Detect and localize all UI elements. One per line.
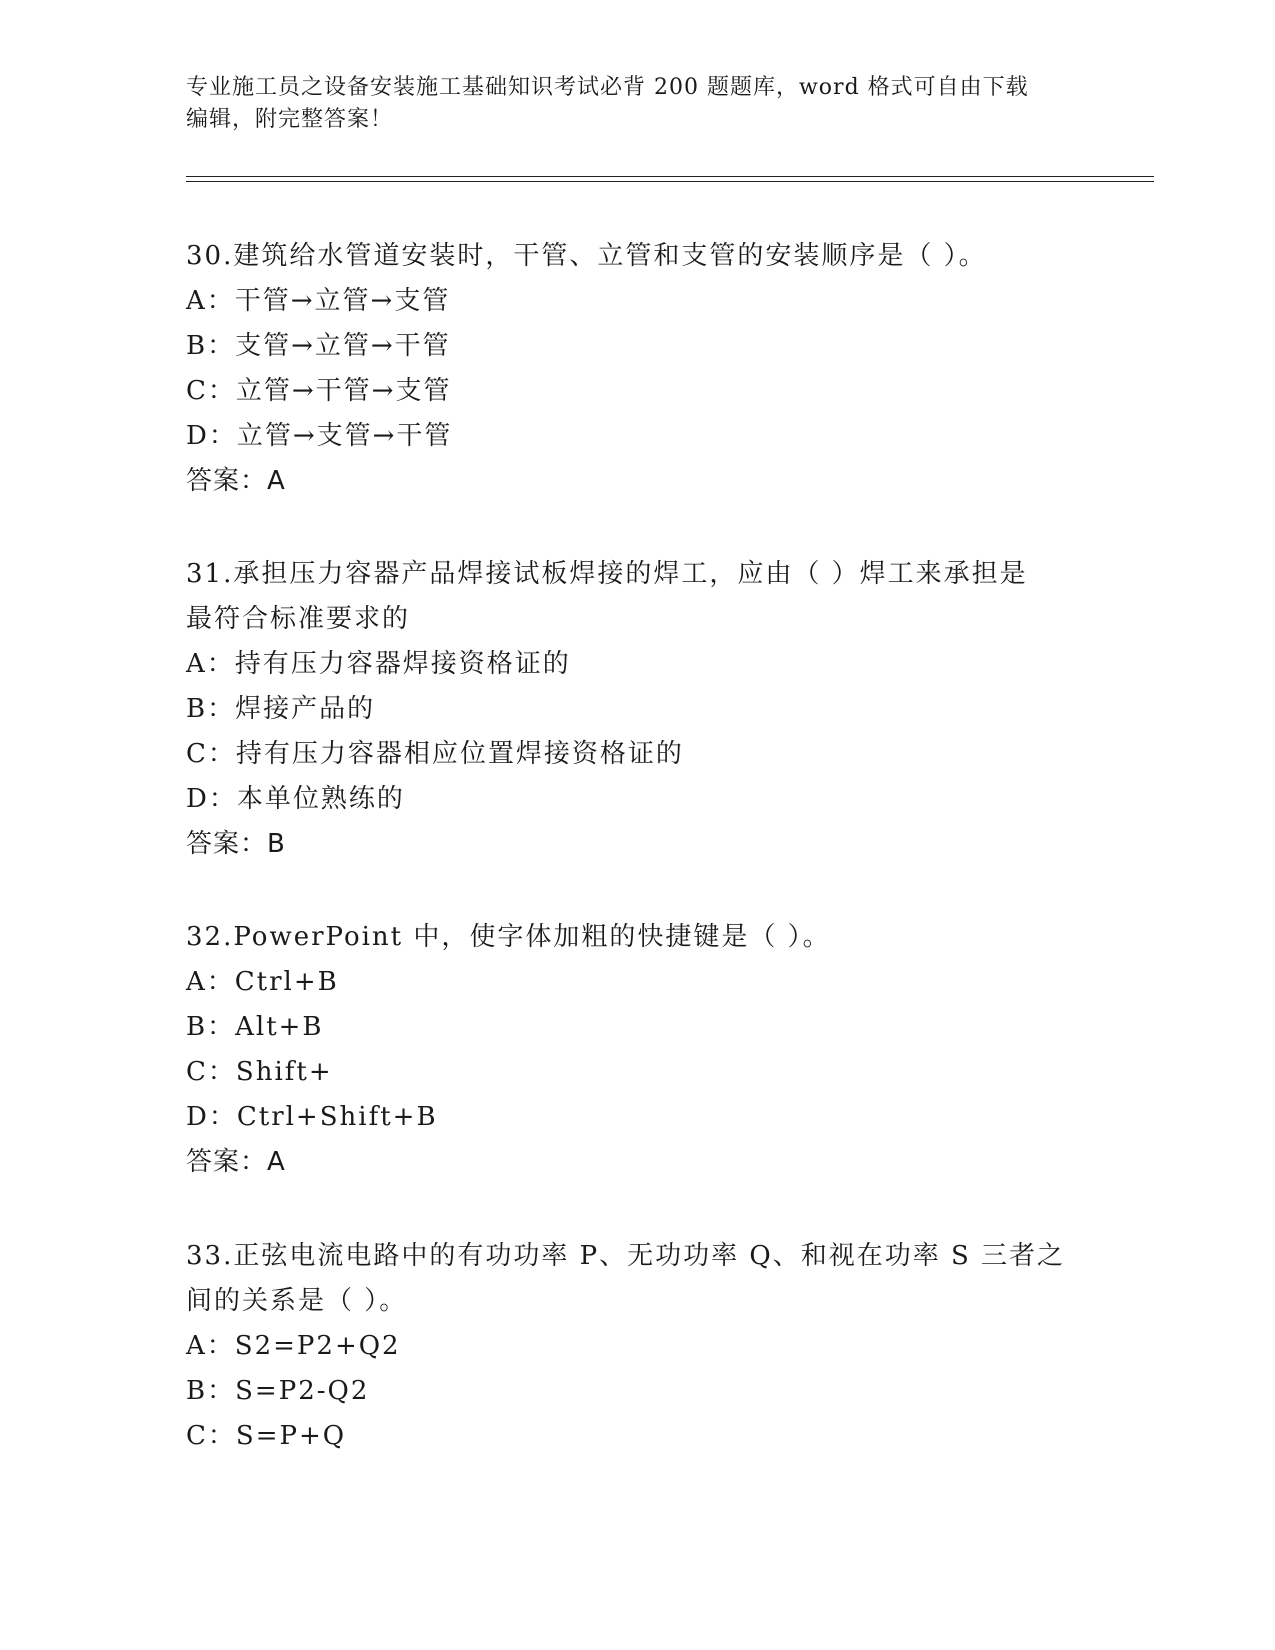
option-a: A：Ctrl+B [186,967,339,997]
option-a: A：持有压力容器焊接资格证的 [186,649,571,679]
question-32 [186,915,1086,1185]
option-b: B：焊接产品的 [186,694,376,724]
option-c: C：Shift+ [186,1057,333,1087]
question-stem: 32.PowerPoint 中，使字体加粗的快捷键是（ ）。 [186,922,831,952]
option-d: D：本单位熟练的 [186,784,405,814]
header-divider-top [186,176,1154,177]
answer: 答案：B [186,829,286,859]
option-d: D：立管→支管→干管 [186,421,453,451]
option-b: B：Alt+B [186,1012,324,1042]
header-divider-bottom [186,181,1154,182]
question-30 [186,234,1086,504]
option-c: C：持有压力容器相应位置焊接资格证的 [186,739,684,769]
option-b: B：S=P2-Q2 [186,1376,370,1406]
header-line-2: 编辑，附完整答案！ [186,107,394,132]
question-33 [186,1234,1086,1459]
header-line-1: 专业施工员之设备安装施工基础知识考试必背 200 题题库，word 格式可自由下载 [186,75,1029,100]
option-a: A：S2=P2+Q2 [186,1331,401,1361]
question-stem-continued: 最符合标准要求的 [186,604,411,634]
option-a: A：干管→立管→支管 [186,286,451,316]
option-d: D：Ctrl+Shift+B [186,1102,438,1132]
document-header [186,72,1086,136]
answer: 答案：A [186,466,286,496]
question-stem: 30.建筑给水管道安装时，干管、立管和支管的安装顺序是（ ）。 [186,241,987,271]
option-b: B：支管→立管→干管 [186,331,451,361]
option-c: C：立管→干管→支管 [186,376,452,406]
question-31 [186,552,1086,867]
option-c: C：S=P+Q [186,1421,347,1451]
question-stem: 31.承担压力容器产品焊接试板焊接的焊工，应由（ ）焊工来承担是 [186,559,1028,589]
answer: 答案：A [186,1147,286,1177]
question-stem: 33.正弦电流电路中的有功功率 P、无功功率 Q、和视在功率 S 三者之 [186,1241,1066,1271]
question-stem-continued: 间的关系是（ ）。 [186,1286,408,1316]
